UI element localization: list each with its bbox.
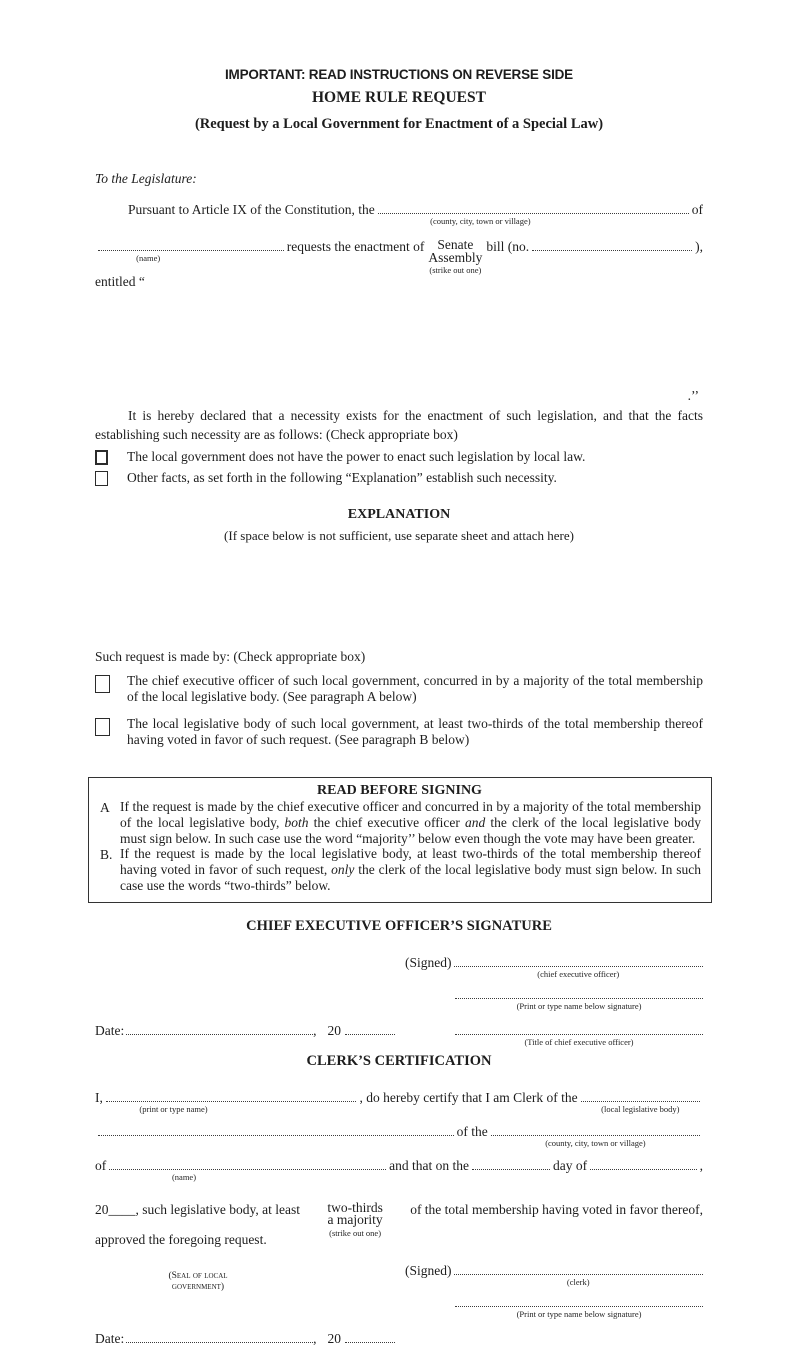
clerk-signature-caption: (clerk) xyxy=(566,1276,590,1287)
request-line1-text: Pursuant to Article IX of the Constitution, the xyxy=(128,202,375,217)
form-title: HOME RULE REQUEST xyxy=(312,89,486,106)
vote-fraction-strike-choice[interactable] xyxy=(327,1199,383,1238)
ceo-title-block xyxy=(455,1034,703,1047)
checkrow-no-power xyxy=(95,449,703,465)
clerk-cert-line-4 xyxy=(95,1193,703,1238)
clerk-signature-line[interactable] xyxy=(454,1274,704,1287)
paragraph-b xyxy=(98,846,701,893)
ceo-signed-row xyxy=(405,954,703,979)
ceo-signed-label: (Signed) xyxy=(405,954,452,970)
clerk-line3-start: of xyxy=(95,1157,107,1173)
clerk-name-fill-line[interactable] xyxy=(106,1101,357,1114)
paragraph-a-seg4-italic: and xyxy=(465,814,486,830)
clerk-line1-start: I, xyxy=(95,1089,103,1105)
paragraph-a-seg2-italic: both xyxy=(284,814,309,830)
clerk-county-fill-line[interactable] xyxy=(491,1135,700,1148)
name-fill-caption: (name) xyxy=(136,253,161,263)
ceo-date-fill-line[interactable] xyxy=(126,1034,313,1035)
clerk-line3-mid: and that on the xyxy=(389,1157,469,1173)
paragraph-b-text xyxy=(120,846,701,893)
made-by-intro: Such request is made by: (Check appropriate box) xyxy=(95,649,366,664)
clerk-cert-line-1 xyxy=(95,1089,703,1114)
request-line-2 xyxy=(95,230,703,275)
ceo-print-name-line[interactable] xyxy=(455,998,703,1011)
form-instructions: IMPORTANT: READ INSTRUCTIONS ON REVERSE SIDE xyxy=(225,67,573,82)
bill-number-fill-line[interactable] xyxy=(532,250,692,251)
clerk-line1-mid: , do hereby certify that I am Clerk of the xyxy=(359,1089,578,1105)
bill-number-text: bill (no. xyxy=(486,239,530,254)
made-by-option-legislative-body xyxy=(95,716,703,747)
county-fill-caption: (county, city, town or village) xyxy=(430,216,531,226)
legislative-body-caption: (local legislative body) xyxy=(601,1103,680,1114)
clerk-signed-label: (Signed) xyxy=(405,1262,452,1278)
ceo-date-label: Date: xyxy=(95,1022,125,1038)
ceo-date-comma: , xyxy=(313,1022,317,1038)
strike-out-one-caption: (strike out one) xyxy=(429,265,482,275)
request-line2-text: requests the enactment of xyxy=(286,239,425,254)
county-fill-line[interactable] xyxy=(378,213,689,226)
clerk-line3-end: , xyxy=(699,1157,703,1173)
checkbox-legislative-body-request[interactable] xyxy=(95,718,110,736)
clerk-date-block xyxy=(95,1330,395,1347)
explanation-blank-space[interactable] xyxy=(95,544,703,648)
checkrow-other-facts xyxy=(95,470,703,486)
clerk-signature-block xyxy=(95,1262,703,1347)
read-before-signing-box xyxy=(88,777,712,903)
checkbox-other-facts-label: Other facts, as set forth in the following “Explanation” establish such necessity. xyxy=(127,470,557,485)
clerk-line3-day: day of xyxy=(553,1157,588,1173)
clerk-signed-row xyxy=(405,1262,703,1287)
name-fill-line[interactable] xyxy=(98,250,284,263)
paragraph-a xyxy=(98,799,701,846)
clerk-day-fill-line[interactable] xyxy=(472,1169,550,1170)
paragraph-a-text xyxy=(120,799,701,846)
paragraph-b-seg1: If the request is made by the local legislative body, at least two-thirds of the total membership thereof having voted in favor of such request, xyxy=(120,846,701,878)
a-majority-option[interactable]: a majority xyxy=(327,1212,383,1228)
made-by-option-ceo-label: The chief executive officer of such local government, concurred in by a majority of the total membership of the local legislative body. (See paragraph A below) xyxy=(127,673,703,704)
clerk-print-name-line[interactable] xyxy=(455,1306,703,1319)
entitled-close-quote: .’’ xyxy=(687,388,699,403)
checkbox-ceo-request[interactable] xyxy=(95,675,110,693)
ceo-title-caption: (Title of chief executive officer) xyxy=(524,1036,634,1047)
senate-option[interactable]: Senate xyxy=(437,237,474,252)
made-by-option-legislative-body-label: The local legislative body of such local government, at least two-thirds of the total membership thereof having voted in favor of such request. (See paragraph B below) xyxy=(127,716,703,747)
checkbox-no-power-label: The local government does not have the power to enact such legislation by local law. xyxy=(127,449,586,464)
ceo-signature-heading: CHIEF EXECUTIVE OFFICER’S SIGNATURE xyxy=(246,917,552,934)
explanation-heading: EXPLANATION xyxy=(347,507,451,522)
ceo-date-block xyxy=(95,1022,395,1039)
ceo-title-line[interactable] xyxy=(455,1034,703,1047)
clerk-name-caption: (print or type name) xyxy=(139,1103,208,1114)
vote-strike-out-caption: (strike out one) xyxy=(329,1227,382,1238)
clerk-print-name-caption: (Print or type name below signature) xyxy=(516,1308,642,1319)
assembly-option[interactable]: Assembly xyxy=(428,249,483,265)
ceo-year-fill-line[interactable] xyxy=(345,1034,395,1035)
clerk-cert-line-3 xyxy=(95,1157,703,1182)
clerk-body-name-fill-line[interactable] xyxy=(98,1135,454,1136)
checkbox-other-facts[interactable] xyxy=(95,471,108,486)
ceo-signature-caption: (chief executive officer) xyxy=(537,968,620,979)
paragraph-a-seg5: the clerk of the local legislative body must sign below. In such case use the word “majority’’ below even though the vote may have been greater. xyxy=(120,814,701,846)
made-by-option-ceo xyxy=(95,673,703,704)
paragraph-a-label: A xyxy=(100,800,110,815)
bill-title-blank-space[interactable] xyxy=(95,290,703,389)
salutation: To the Legislature: xyxy=(95,171,197,186)
ceo-date-title-row xyxy=(95,1022,703,1047)
necessity-declaration: It is hereby declared that a necessity exists for the enactment of such legislation, and that the facts establishing such necessity are as follows: (Check appropriate box) xyxy=(95,408,703,442)
clerk-government-name-caption: (name) xyxy=(171,1171,197,1182)
read-before-signing-heading: READ BEFORE SIGNING xyxy=(317,783,482,798)
paragraph-b-seg3: the clerk of the local legislative body must sign below. In such case use the words “two-thirds” below. xyxy=(120,862,701,893)
clerk-county-caption: (county, city, town or village) xyxy=(545,1137,646,1148)
clerk-line2-mid: of the xyxy=(456,1123,488,1139)
senate-assembly-strike-choice[interactable] xyxy=(428,237,483,275)
ceo-signature-line[interactable] xyxy=(454,966,704,979)
request-line1-end: of xyxy=(691,202,703,217)
seal-of-local-government xyxy=(142,1271,254,1293)
paragraph-b-label: B. xyxy=(100,847,113,863)
two-thirds-option[interactable]: two-thirds xyxy=(327,1199,383,1215)
clerk-cert-line-2 xyxy=(95,1123,703,1148)
clerk-line4-end: of the total membership having voted in favor thereof, xyxy=(410,1201,703,1217)
paragraph-a-seg1: If the request is made by the chief executive officer and concurred in by a majority of the total membership of the local legislative body, xyxy=(120,799,701,830)
form-subtitle: (Request by a Local Government for Enactment of a Special Law) xyxy=(194,116,604,132)
clerk-year-prefix: 20 xyxy=(327,1330,341,1346)
seal-line-2: government) xyxy=(171,1281,225,1292)
paragraph-a-seg3: the chief executive officer xyxy=(308,814,466,830)
clerk-government-name-fill-line[interactable] xyxy=(109,1169,386,1182)
paragraph-b-seg2-italic: only xyxy=(331,862,355,878)
clerk-cert-line-5: approved the foregoing request. xyxy=(95,1231,267,1247)
legislative-body-fill-line[interactable] xyxy=(581,1101,700,1114)
clerk-date-comma: , xyxy=(313,1330,317,1346)
seal-line-1: (Seal of local xyxy=(168,1270,228,1281)
clerk-date-label: Date: xyxy=(95,1330,125,1346)
clerk-date-fill-line[interactable] xyxy=(126,1342,313,1343)
clerk-year-fill-line[interactable] xyxy=(345,1342,395,1343)
explanation-note: (If space below is not sufficient, use separate sheet and attach here) xyxy=(224,528,574,543)
ceo-year-prefix: 20 xyxy=(327,1022,341,1038)
clerk-line4-start: 20____, such legislative body, at least xyxy=(95,1201,300,1217)
entitled-open-quote: entitled “ xyxy=(95,274,145,289)
checkbox-no-power[interactable] xyxy=(95,450,108,465)
ceo-print-name-caption: (Print or type name below signature) xyxy=(516,1000,642,1011)
request-line-1 xyxy=(95,201,703,226)
clerk-certification-heading: CLERK’S CERTIFICATION xyxy=(306,1052,492,1069)
bill-number-end: ), xyxy=(695,239,703,254)
clerk-month-fill-line[interactable] xyxy=(590,1169,697,1170)
